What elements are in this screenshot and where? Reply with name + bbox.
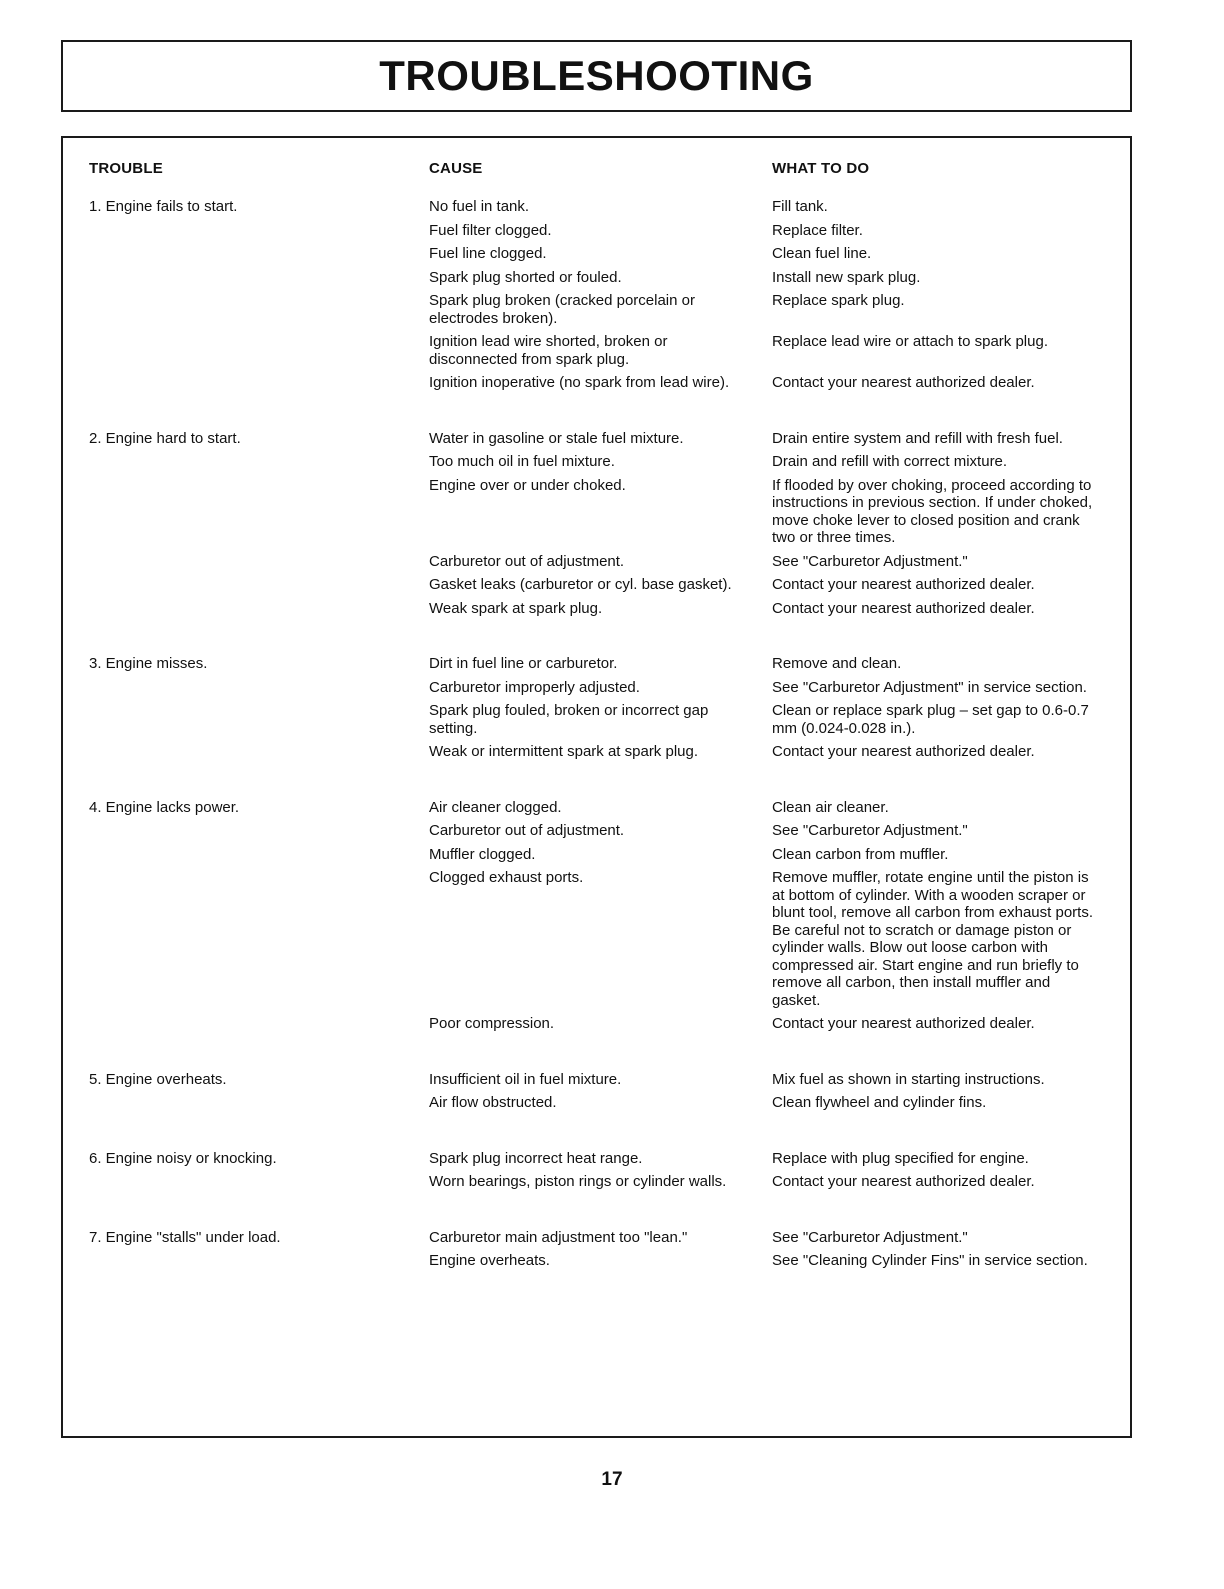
table-row: [429, 333, 1109, 368]
table-row: [429, 198, 1109, 216]
cause-remedy-list: [429, 430, 1109, 624]
trouble-text: 1. Engine fails to start.: [89, 198, 238, 215]
what-to-do-text: Contact your nearest authorized dealer.: [772, 374, 1035, 391]
table-row: [429, 702, 1109, 737]
troubleshooting-table: [61, 136, 1132, 1438]
cause-text: Spark plug shorted or fouled.: [429, 268, 622, 286]
what-to-do-text: Remove muffler, rotate engine until the piston is at bottom of cylinder. With a wooden scraper or blunt tool, remove all carbon from exhaust ports. Be careful not to scratch or damage piston or cylinder walls. Blow out loose carbon with compressed air. Start engine and run briefly to remove all carbon, then install muffler and gasket.: [772, 869, 1093, 1009]
table-row: [429, 292, 1109, 327]
what-to-do-text: Mix fuel as shown in starting instructions.: [772, 1070, 1045, 1088]
trouble-group: [63, 1071, 1130, 1118]
table-row: [429, 869, 1109, 1009]
table-header: [63, 160, 1130, 184]
table-row: [429, 222, 1109, 240]
what-to-do-text: Clean flywheel and cylinder fins.: [772, 1094, 987, 1111]
what-to-do-text: See "Cleaning Cylinder Fins" in service section.: [772, 1252, 1088, 1269]
cause-text: Engine overheats.: [429, 1252, 550, 1269]
trouble-text: 5. Engine overheats.: [89, 1070, 227, 1088]
cause-text: Water in gasoline or stale fuel mixture.: [429, 429, 684, 447]
what-to-do-text: Clean air cleaner.: [772, 798, 889, 816]
what-to-do-text: Clean fuel line.: [772, 245, 872, 262]
cause-remedy-list: [429, 799, 1109, 1039]
cause-remedy-list: [429, 1150, 1109, 1197]
trouble-groups: [63, 198, 1130, 1308]
header-cause: CAUSE: [429, 160, 483, 177]
what-to-do-text: Replace filter.: [772, 221, 863, 239]
table-row: [429, 743, 1109, 761]
cause-text: Carburetor main adjustment too "lean.": [429, 1228, 688, 1246]
cause-remedy-list: [429, 655, 1109, 767]
what-to-do-text: Clean carbon from muffler.: [772, 845, 949, 863]
what-to-do-text: Remove and clean.: [772, 655, 902, 672]
what-to-do-text: Clean or replace spark plug – set gap to 0.6-0.7 mm (0.024-0.028 in.).: [772, 702, 1089, 737]
cause-text: Weak or intermittent spark at spark plug.: [429, 743, 699, 760]
cause-remedy-list: [429, 1071, 1109, 1118]
cause-text: Air flow obstructed.: [429, 1094, 557, 1111]
table-row: [429, 799, 1109, 817]
table-row: [429, 576, 1109, 594]
table-row: [429, 1094, 1109, 1112]
what-to-do-text: Drain entire system and refill with fresh fuel.: [772, 429, 1063, 447]
cause-text: Carburetor out of adjustment.: [429, 822, 625, 839]
table-row: [429, 822, 1109, 840]
what-to-do-text: See "Carburetor Adjustment.": [772, 552, 968, 570]
what-to-do-text: Replace lead wire or attach to spark plug.: [772, 333, 1048, 350]
table-row: [429, 1015, 1109, 1033]
cause-text: Fuel filter clogged.: [429, 221, 552, 239]
what-to-do-text: See "Carburetor Adjustment.": [772, 1228, 968, 1246]
table-row: [429, 655, 1109, 673]
table-row: [429, 269, 1109, 287]
table-row: [429, 1150, 1109, 1168]
table-row: [429, 430, 1109, 448]
trouble-group: [63, 799, 1130, 1039]
table-row: [429, 453, 1109, 471]
page-title: TROUBLESHOOTING: [379, 52, 814, 99]
trouble-text: 2. Engine hard to start.: [89, 429, 241, 447]
what-to-do-text: Replace with plug specified for engine.: [772, 1149, 1029, 1167]
cause-text: No fuel in tank.: [429, 198, 530, 215]
table-row: [429, 374, 1109, 392]
what-to-do-text: Contact your nearest authorized dealer.: [772, 599, 1035, 617]
cause-text: Too much oil in fuel mixture.: [429, 453, 615, 470]
trouble-group: [63, 655, 1130, 767]
cause-text: Fuel line clogged.: [429, 245, 547, 262]
cause-text: Clogged exhaust ports.: [429, 869, 584, 886]
header-what-to-do: WHAT TO DO: [772, 160, 870, 177]
table-row: [429, 477, 1109, 547]
cause-remedy-list: [429, 198, 1109, 398]
what-to-do-text: Fill tank.: [772, 198, 828, 215]
table-row: [429, 553, 1109, 571]
cause-text: Weak spark at spark plug.: [429, 599, 603, 617]
cause-text: Insufficient oil in fuel mixture.: [429, 1070, 622, 1088]
trouble-group: [63, 198, 1130, 398]
cause-text: Engine over or under choked.: [429, 476, 626, 494]
cause-text: Gasket leaks (carburetor or cyl. base gasket).: [429, 576, 732, 593]
what-to-do-text: Contact your nearest authorized dealer.: [772, 576, 1035, 593]
what-to-do-text: See "Carburetor Adjustment.": [772, 822, 968, 839]
cause-text: Carburetor improperly adjusted.: [429, 678, 640, 696]
cause-text: Ignition inoperative (no spark from lead wire).: [429, 374, 730, 391]
trouble-text: 7. Engine "stalls" under load.: [89, 1228, 281, 1246]
what-to-do-text: Contact your nearest authorized dealer.: [772, 1173, 1035, 1190]
what-to-do-text: Replace spark plug.: [772, 292, 905, 309]
table-row: [429, 1071, 1109, 1089]
trouble-text: 4. Engine lacks power.: [89, 798, 240, 816]
cause-text: Poor compression.: [429, 1015, 555, 1032]
what-to-do-text: Contact your nearest authorized dealer.: [772, 1015, 1035, 1032]
what-to-do-text: If flooded by over choking, proceed according to instructions in previous section. If under choked, move choke lever to closed position and crank two or three times.: [772, 476, 1093, 546]
what-to-do-text: Install new spark plug.: [772, 268, 921, 286]
header-trouble: TROUBLE: [89, 160, 163, 177]
table-row: [429, 245, 1109, 263]
trouble-text: 6. Engine noisy or knocking.: [89, 1149, 277, 1167]
table-row: [429, 1173, 1109, 1191]
cause-text: Spark plug fouled, broken or incorrect gap setting.: [429, 702, 709, 737]
what-to-do-text: Drain and refill with correct mixture.: [772, 453, 1008, 470]
table-row: [429, 846, 1109, 864]
cause-text: Air cleaner clogged.: [429, 798, 562, 816]
cause-text: Ignition lead wire shorted, broken or disconnected from spark plug.: [429, 333, 668, 368]
cause-remedy-list: [429, 1229, 1109, 1276]
trouble-group: [63, 430, 1130, 624]
table-row: [429, 679, 1109, 697]
table-row: [429, 600, 1109, 618]
page-number: 17: [601, 1469, 623, 1490]
title-box: [61, 40, 1132, 112]
trouble-text: 3. Engine misses.: [89, 655, 208, 672]
cause-text: Spark plug incorrect heat range.: [429, 1149, 643, 1167]
table-row: [429, 1229, 1109, 1247]
cause-text: Spark plug broken (cracked porcelain or electrodes broken).: [429, 292, 695, 327]
cause-text: Dirt in fuel line or carburetor.: [429, 655, 618, 672]
table-row: [429, 1252, 1109, 1270]
what-to-do-text: See "Carburetor Adjustment" in service section.: [772, 678, 1087, 696]
trouble-group: [63, 1150, 1130, 1197]
trouble-group: [63, 1229, 1130, 1276]
cause-text: Muffler clogged.: [429, 845, 536, 863]
what-to-do-text: Contact your nearest authorized dealer.: [772, 743, 1035, 760]
cause-text: Carburetor out of adjustment.: [429, 552, 625, 570]
cause-text: Worn bearings, piston rings or cylinder walls.: [429, 1173, 727, 1190]
